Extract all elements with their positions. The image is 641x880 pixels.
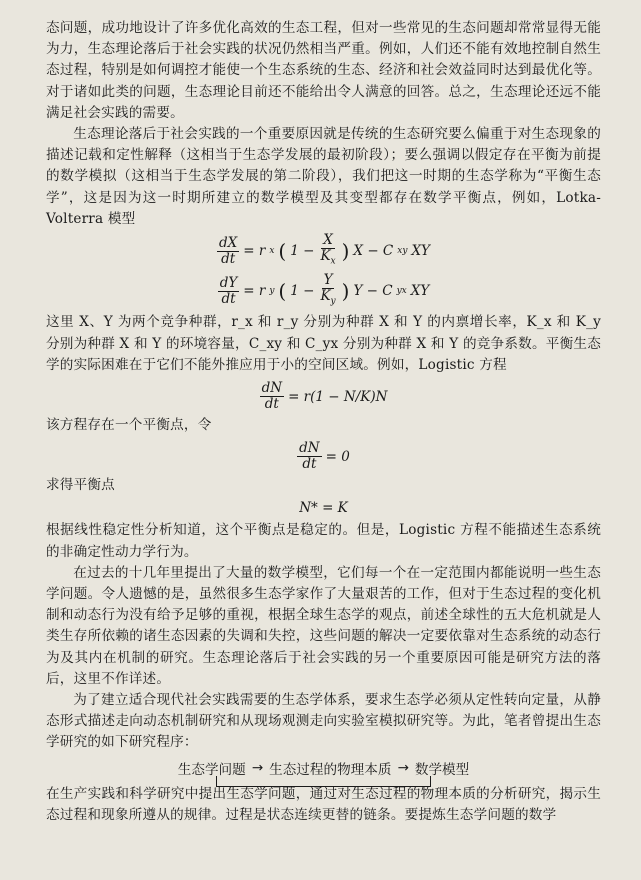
flow-arrow-icon: → bbox=[251, 759, 264, 776]
flow-step-physics: 生态过程的物理本质 bbox=[269, 761, 392, 778]
paragraph-6: 根据线性稳定性分析知道，这个平衡点是稳定的。但是，Logistic 方程不能描述生态系统的非确定性动力学行为。 bbox=[46, 522, 601, 560]
flow-arrow-icon: → bbox=[397, 759, 409, 776]
paragraph-7: 在过去的十几年里提出了大量的数学模型，它们每一个在一定范围内都能说明一些生态学问题。令人遗憾的是，虽然很多生态学家作了大量艰苦的工作，但对于生态过程的变化机制和动态行为没有给予足够的重视，根据全球生态学的观点，前述全球性的五大危机就是人类生存所依赖的诸生态因素的失调和失控，这些问题的解决一定要依靠对生态系统的动态行为及其内在机制的研究。生态理论落后于社会实践的另一个重要原因可能是研究方法的落后，这里不作详述。 bbox=[46, 564, 601, 687]
equilibrium-point-equation: N* = K bbox=[299, 500, 348, 517]
paragraph-3: 这里 X、Y 为两个竞争种群，r_x 和 r_y 分别为种群 X 和 Y 的内禀增长率，K_x 和 K_y 分别为种群 X 和 Y 的环境容量，C_xy 和 C_yx 分别为种群 X 和 Y 的竞争系数。平衡生态学的实际困难在于它们不能外推应用于小的空间区域。例如，Logistic 方程 bbox=[46, 314, 601, 373]
feedback-loop-line bbox=[216, 776, 431, 787]
lotka-volterra-equation-2: $\frac{dY}{dt}$ = r y ( 1 − $\frac{Y}{K_y}$ ) Y − C yx XY bbox=[219, 271, 430, 307]
paragraph-1: 态问题，成功地设计了许多优化高效的生态工程，但对一些常见的生态问题却常常显得无能为力，生态理论落后于社会实践的状况仍然相当严重。例如，人们还不能有效地控制自然生态过程，特别是如何调控才能使一个生态系统的生态、经济和社会效益同时达到最优化等。对于诸如此类的问题，生态理论目前还不能给出令人满意的回答。总之，生态理论还远不能满足社会实践的需要。 bbox=[46, 20, 601, 121]
research-procedure-flow bbox=[46, 758, 601, 778]
equilibrium-condition-equation: $\frac{dN}{dt}$ = 0 bbox=[299, 440, 350, 473]
paragraph-8: 为了建立适合现代社会实践需要的生态学体系，要求生态学必须从定性转向定量，从静态形式描述走向动态机制研究和从现场观测走向实验室模拟研究等。为此，笔者曾提出生态学研究的如下研究程序： bbox=[46, 692, 601, 751]
flow-step-model: 数学模型 bbox=[414, 761, 470, 778]
flow-step-problem: 生态学问题 bbox=[177, 761, 246, 778]
paragraph-5: 求得平衡点 bbox=[46, 477, 115, 494]
lotka-volterra-equation-1: $\frac{dX}{dt}$ = r x ( 1 − $\frac{X}{K_x}$ ) X − C xy XY bbox=[219, 232, 430, 267]
logistic-equation: $\frac{dN}{dt}$ = r(1 − N/K)N bbox=[261, 380, 388, 413]
paragraph-2: 生态理论落后于社会实践的一个重要原因就是传统的生态研究要么偏重于对生态现象的描述记载和定性解释（这相当于生态学发展的最初阶段）；要么强调以假定存在平衡为前提的数学模拟（这相当于生态学发展的第二阶段），我们把这一时期的生态学称为“平衡生态学”，这是因为这一时期所建立的数学模型及其变型都存在数学平衡点，例如，Lotka-Volterra 模型 bbox=[46, 126, 601, 227]
paragraph-4: 该方程存在一个平衡点，令 bbox=[46, 417, 212, 434]
paragraph-9: 在生产实践和科学研究中提出生态学问题，通过对生态过程的物理本质的分析研究，揭示生态过程和现象所遵从的规律。过程是状态连续更替的链条。要提炼生态学问题的数学 bbox=[46, 785, 601, 823]
